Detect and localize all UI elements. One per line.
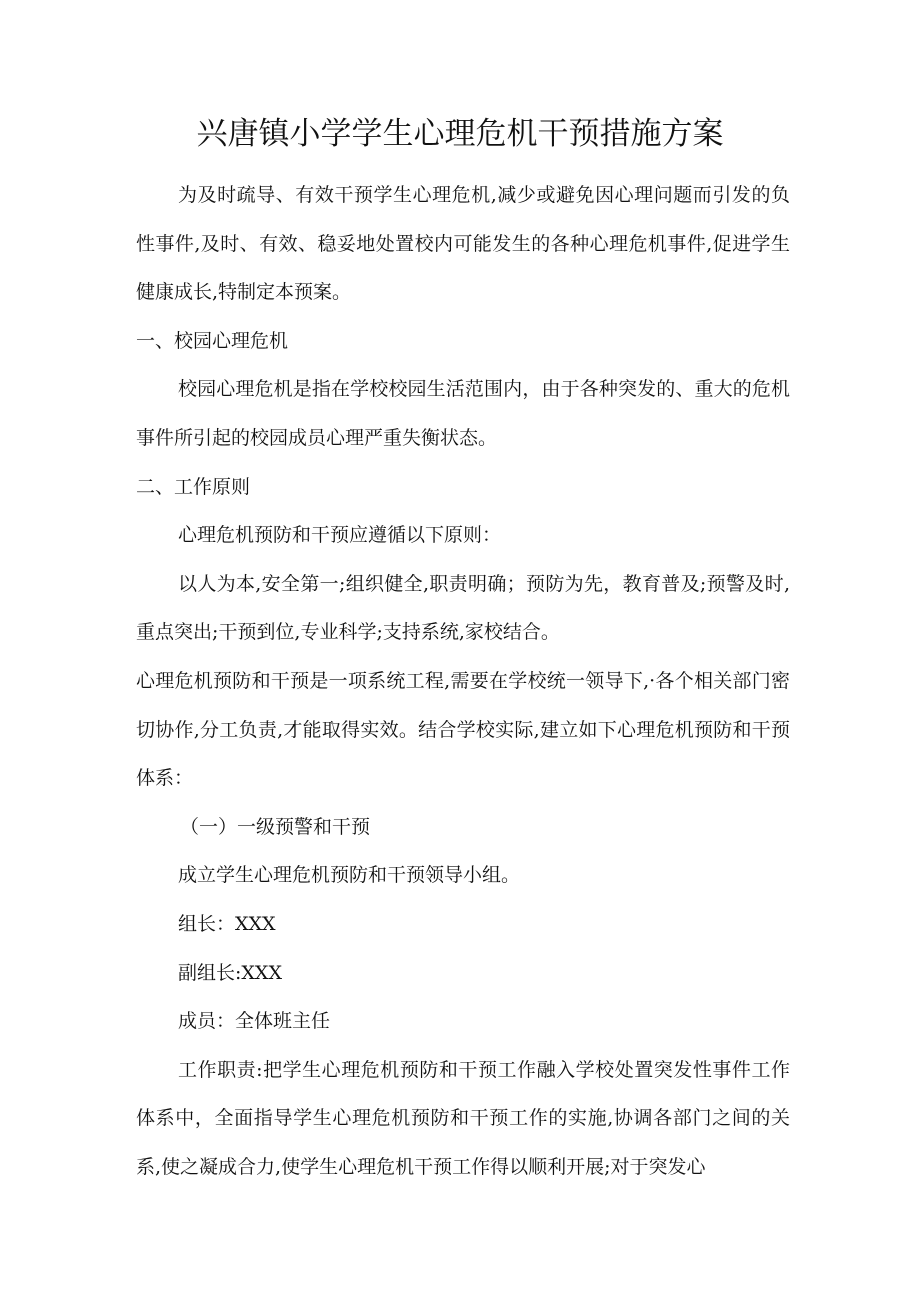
section-1-paragraph: 校园心理危机是指在学校校园生活范围内，由于各种突发的、重大的危机事件所引起的校园成员心理严重失衡状态。	[136, 378, 790, 449]
duties-paragraph: 工作职责:把学生心理危机预防和干预工作融入学校处置突发性事件工作体系中，全面指导学生心理危机预防和干预工作的实施,协调各部门之间的关系,使之凝成合力,使学生心理危机干预工作得以顺利开展;对于突发心	[136, 1058, 790, 1178]
system-paragraph: 心理危机预防和干预是一项系统工程,需要在学校统一领导下,·各个相关部门密切协作,分工负责,才能取得实效。结合学校实际,建立如下心理危机预防和干预体系：	[136, 669, 790, 790]
members-line: 成员：全体班主任	[178, 1010, 331, 1033]
document-title: 兴唐镇小学学生心理危机干预措施方案	[196, 116, 724, 152]
group-paragraph: 成立学生心理危机预防和干预领导小组。	[178, 864, 521, 887]
subsection-heading-1: （一）一级预警和干预	[180, 815, 371, 838]
principles-list: 以人为本,安全第一;组织健全,职责明确；预防为先，教育普及;预警及时,重点突出;干预到位,专业科学;支持系统,家校结合。	[136, 572, 790, 644]
leader-line: 组长：XXX	[178, 912, 276, 935]
document-body	[136, 171, 790, 1191]
section-heading-1: 一、校园心理危机	[136, 329, 289, 352]
intro-paragraph: 为及时疏导、有效干预学生心理危机,减少或避免因心理问题而引发的负性事件,及时、有效、稳妥地处置校内可能发生的各种心理危机事件,促进学生健康成长,特制定本预案。	[136, 184, 790, 304]
deputy-leader-line: 副组长:XXX	[178, 961, 282, 984]
section-heading-2: 二、工作原则	[136, 475, 251, 498]
principles-intro: 心理危机预防和干预应遵循以下原则：	[178, 524, 502, 547]
